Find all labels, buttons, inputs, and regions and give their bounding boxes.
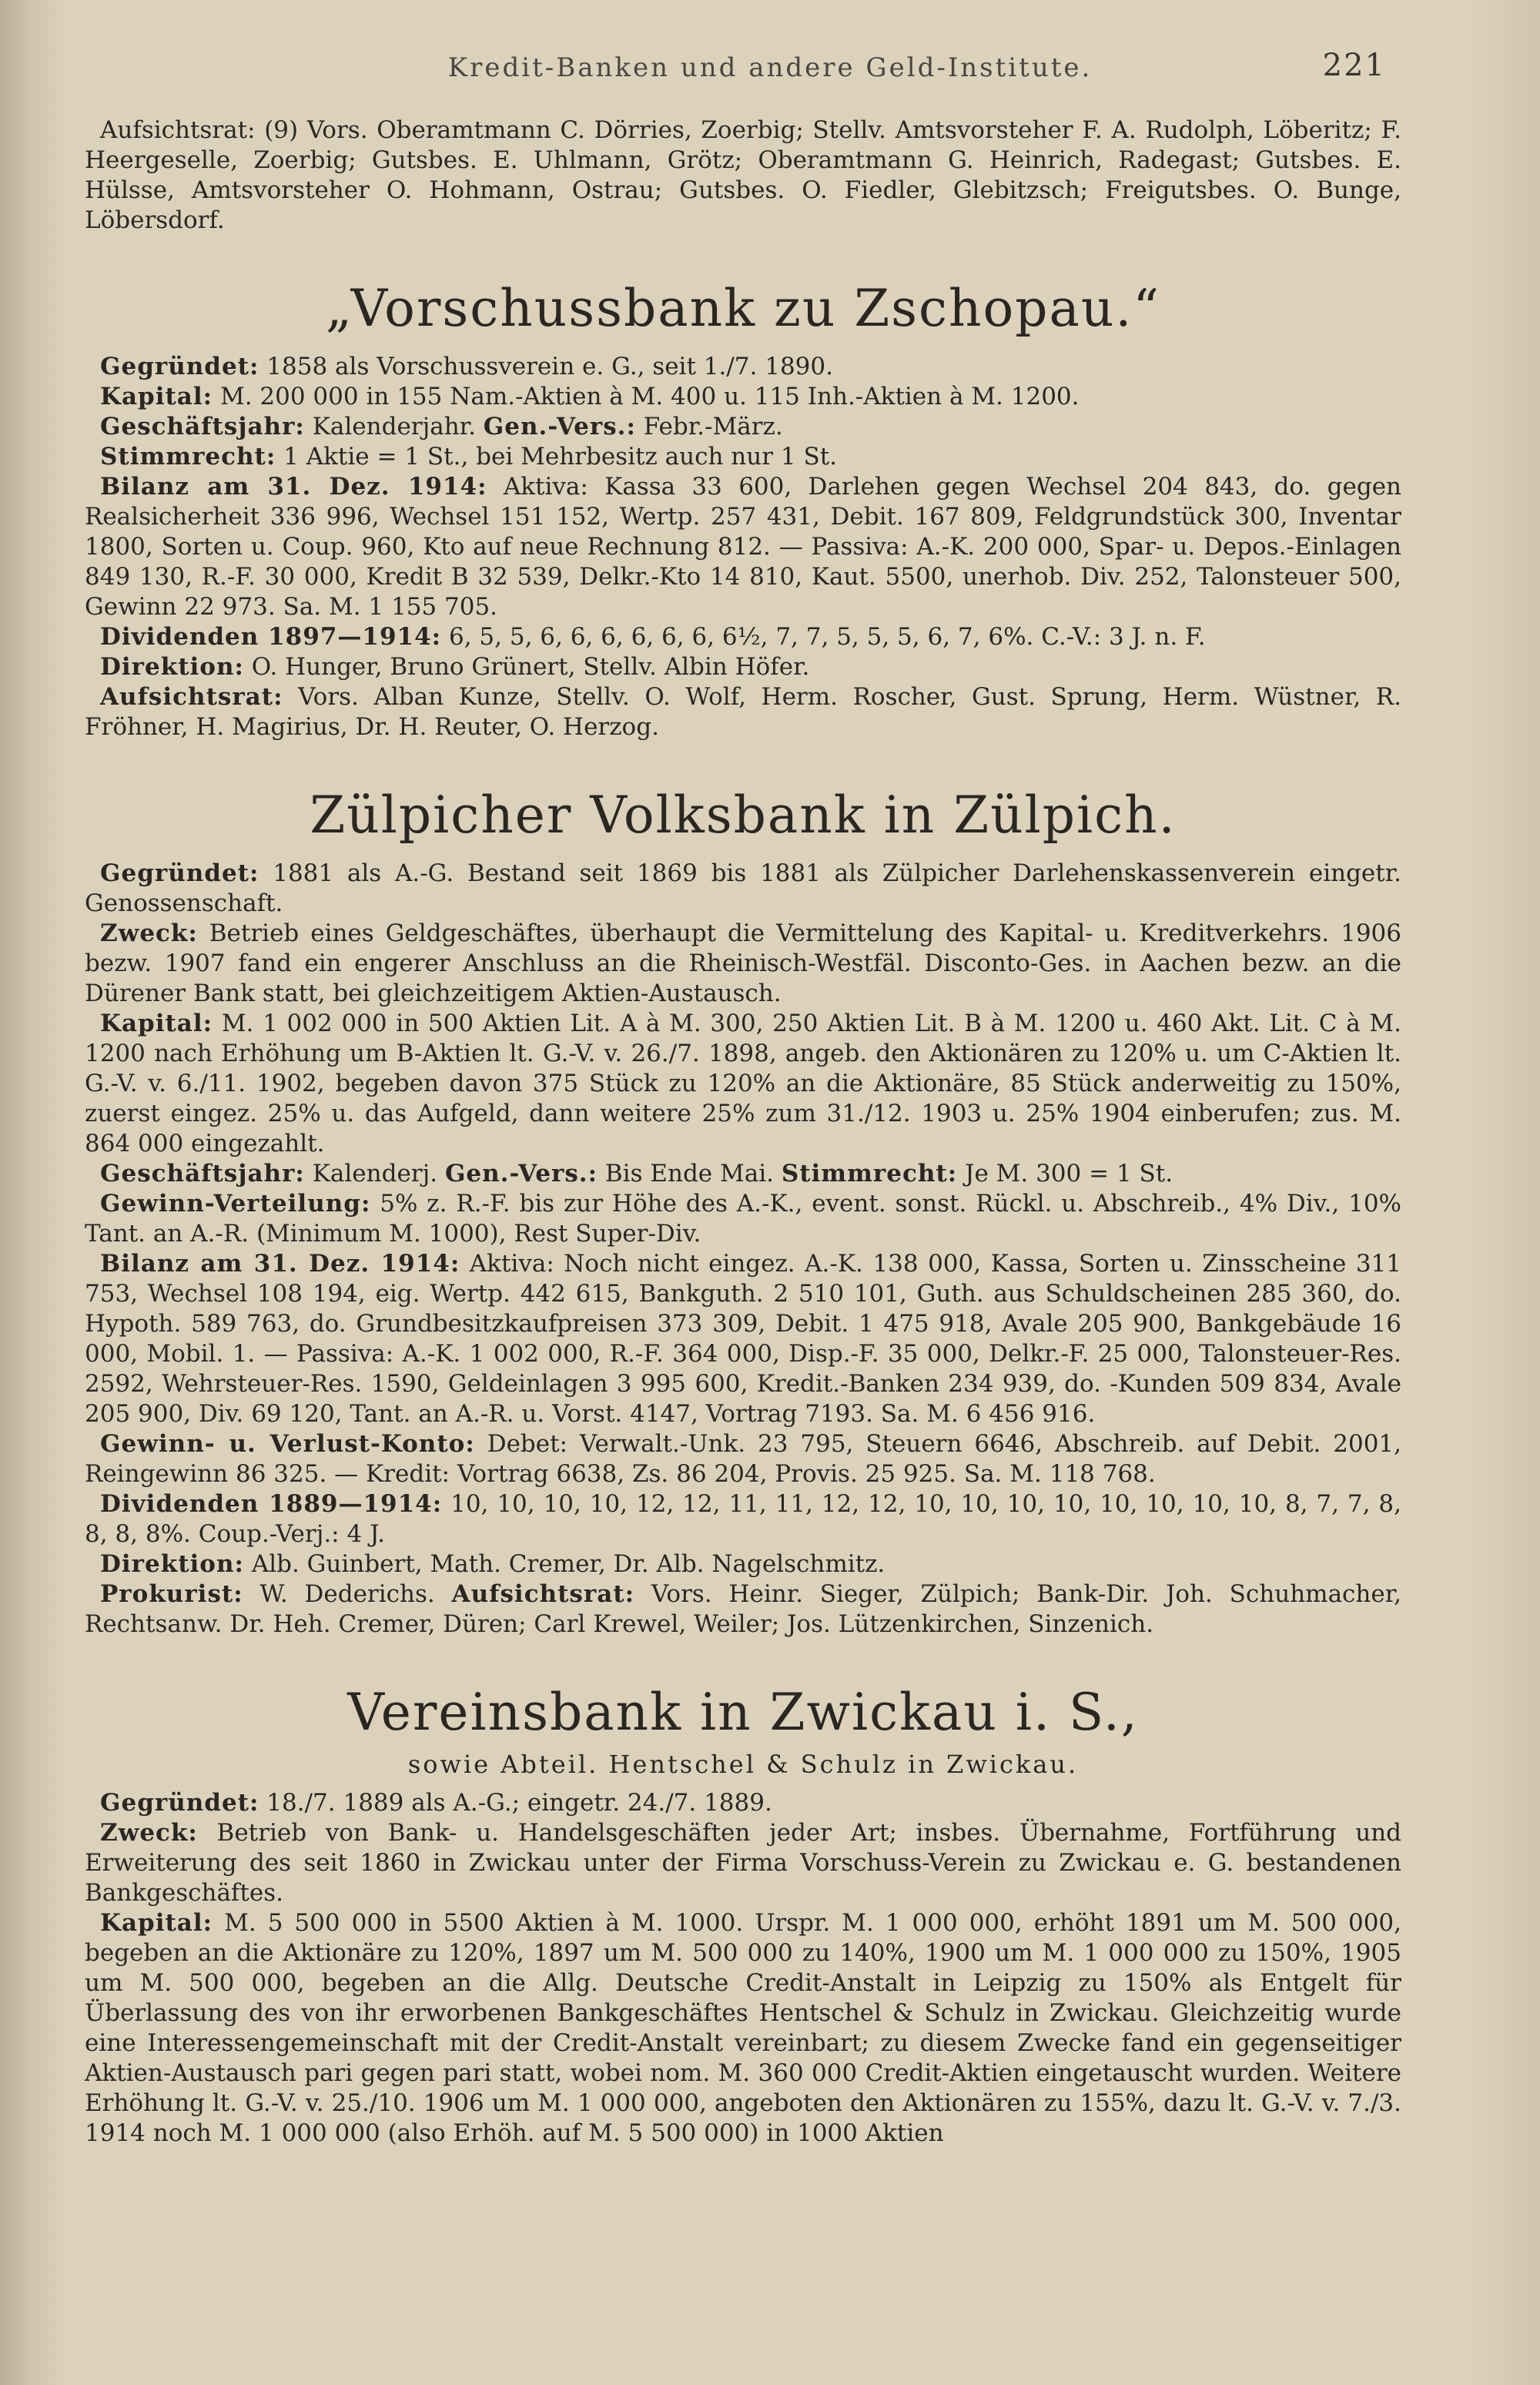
text: Je M. 300 = 1 St. xyxy=(957,1160,1173,1187)
label: Kapital: xyxy=(100,1010,213,1037)
label: Stimmrecht: xyxy=(100,443,276,471)
page-content xyxy=(85,116,1401,2149)
text: Vors. Alban Kunze, Stellv. O. Wolf, Herm. Roscher, Gust. Sprung, Herm. Wüstner, R. Fröhner, H. Magirius, Dr. H. Reuter, O. Herzog. xyxy=(85,683,1401,741)
text: 10, 10, 10, 10, 12, 12, 11, 11, 12, 12, 10, 10, 10, 10, 10, 10, 10, 10, 8, 7, 7, 8, 8, 8, 8%. Coup.-Verj.: 4 J. xyxy=(85,1490,1401,1548)
text: Aktiva: Kassa 33 600, Darlehen gegen Wechsel 204 843, do. gegen Realsicherheit 336 996, Wechsel 151 152, Wertp. 257 431, Debit. 167 809, Feldgrundstück 300, Inventar 1800, Sorten u. Coup. 960, Kto auf neue Rechnung 812. — Passiva: A.-K. 200 000, Spar- u. Depos.-Einlagen 849 130, R.-F. 30 000, Kredit B 32 539, Delkr.-Kto 14 810, Kaut. 5500, unerhob. Div. 252, Talonsteuer 500, Gewinn 22 973. Sa. M. 1 155 705. xyxy=(85,473,1402,621)
zuelpich-dividends xyxy=(85,1489,1401,1549)
text: Vors. Heinr. Sieger, Zülpich; Bank-Dir. Joh. Schuhmacher, Rechtsanw. Dr. Heh. Cremer, Düren; Carl Krewel, Weiler; Jos. Lützenkirchen, Sinzenich. xyxy=(85,1580,1401,1638)
label: Gegründet: xyxy=(100,1789,259,1817)
text: Bis Ende Mai. xyxy=(598,1160,782,1187)
text: Debet: Verwalt.-Unk. 23 795, Steuern 6646, Abschreib. auf Debit. 2001, Reingewinn 86 325. — Kredit: Vortrag 6638, Zs. 86 204, Provis. 25 925. Sa. M. 118 768. xyxy=(85,1430,1401,1488)
zwickau-founded xyxy=(85,1788,1401,1818)
label: Prokurist: xyxy=(100,1580,243,1608)
zschopau-founded xyxy=(85,352,1401,382)
zschopau-balance xyxy=(85,472,1401,622)
page-number: 221 xyxy=(1322,48,1386,83)
label: Zweck: xyxy=(100,919,198,947)
text: 18./7. 1889 als A.-G.; eingetr. 24./7. 1889. xyxy=(259,1789,772,1817)
zwickau-capital xyxy=(85,1908,1401,2149)
label: Dividenden 1897—1914: xyxy=(100,623,442,651)
label: Gen.-Vers.: xyxy=(444,1160,598,1187)
label: Bilanz am 31. Dez. 1914: xyxy=(100,1250,460,1278)
label: Kapital: xyxy=(100,383,213,410)
text: O. Hunger, Bruno Grünert, Stellv. Albin Höfer. xyxy=(243,653,810,681)
text: 1858 als Vorschussverein e. G., seit 1./7. 1890. xyxy=(259,353,833,380)
zschopau-board xyxy=(85,682,1401,742)
label: Dividenden 1889—1914: xyxy=(100,1490,443,1518)
label: Kapital: xyxy=(100,1909,213,1937)
prev-entry-supervisory-board xyxy=(85,116,1401,236)
text: 6, 5, 5, 6, 6, 6, 6, 6, 6, 6½, 7, 7, 5, 5, 5, 6, 7, 6%. C.-V.: 3 J. n. F. xyxy=(441,623,1206,651)
zuelpich-pl-account xyxy=(85,1429,1401,1489)
section-title-zuelpich: Zülpicher Volksbank in Zülpich. xyxy=(310,786,1177,845)
label: Aufsichtsrat: xyxy=(100,683,283,711)
text: Kalenderj. xyxy=(304,1160,445,1187)
zuelpich-board xyxy=(85,1579,1401,1640)
label: Bilanz am 31. Dez. 1914: xyxy=(100,473,487,501)
label: Gen.-Vers.: xyxy=(483,413,636,440)
zschopau-fiscal-year xyxy=(85,412,1401,442)
text: M. 1 002 000 in 500 Aktien Lit. A à M. 300, 250 Aktien Lit. B à M. 1200 u. 460 Akt. Lit. C à M. 1200 nach Erhöhung um B-Aktien lt. G.-V. v. 26./7. 1898, angeb. den Aktionären zu 120% u. um C-Aktien lt. G.-V. v. 6./11. 1902, begeben davon 375 Stück zu 120% an die Aktionäre, 85 Stück anderweitig zu 150%, zuerst eingez. 25% u. das Aufgeld, dann weitere 25% zum 31./12. 1903 u. 25% 1904 einberufen; zus. M. 864 000 eingezahlt. xyxy=(85,1010,1401,1157)
prev-text: Aufsichtsrat: (9) Vors. Oberamtmann C. Dörries, Zoerbig; Stellv. Amtsvorsteher F. A. Rudolph, Löberitz; F. Heergeselle, Zoerbig; Gutsbes. E. Uhlmann, Grötz; Oberamtmann G. Heinrich, Radegast; Gutsbes. E. Hülsse, Amtsvorsteher O. Hohmann, Ostrau; Gutsbes. O. Fiedler, Glebitzsch; Freigutsbes. O. Bunge, Löbersdorf. xyxy=(85,116,1401,234)
text: 1881 als A.-G. Bestand seit 1869 bis 1881 als Zülpicher Darlehenskassenverein eingetr. Genossenschaft. xyxy=(85,859,1401,917)
zuelpich-fiscal-year xyxy=(85,1159,1401,1189)
text: Betrieb von Bank- u. Handelsgeschäften jeder Art; insbes. Übernahme, Fortführung und Erweiterung des seit 1860 in Zwickau unter der Firma Vorschuss-Verein zu Zwickau e. G. bestandenen Bankgeschäftes. xyxy=(85,1819,1401,1907)
zuelpich-capital xyxy=(85,1009,1401,1159)
label: Geschäftsjahr: xyxy=(100,1160,305,1187)
zuelpich-purpose xyxy=(85,919,1401,1009)
label: Gewinn-Verteilung: xyxy=(100,1190,371,1218)
text: M. 200 000 in 155 Nam.-Aktien à M. 400 u. 115 Inh.-Aktien à M. 1200. xyxy=(213,383,1080,410)
text: 5% z. R.-F. bis zur Höhe des A.-K., event. sonst. Rückl. u. Abschreib., 4% Div., 10% Tant. an A.-R. (Minimum M. 1000), Rest Super-Div. xyxy=(85,1190,1401,1248)
zschopau-dividends xyxy=(85,622,1401,652)
text: Febr.-März. xyxy=(635,413,783,440)
label: Zweck: xyxy=(100,1819,198,1847)
text: 1 Aktie = 1 St., bei Mehrbesitz auch nur 1 St. xyxy=(276,443,838,471)
text: Kalenderjahr. xyxy=(304,413,484,440)
section-title-zschopau: „Vorschussbank zu Zschopau.“ xyxy=(325,279,1161,338)
zuelpich-directors xyxy=(85,1549,1401,1579)
section-subtitle-zwickau: sowie Abteil. Hentschel & Schulz in Zwickau. xyxy=(407,1750,1079,1779)
zuelpich-balance xyxy=(85,1249,1401,1429)
zschopau-capital xyxy=(85,382,1401,412)
label: Geschäftsjahr: xyxy=(100,413,305,440)
label: Gewinn- u. Verlust-Konto: xyxy=(100,1430,475,1458)
running-head: Kredit-Banken und andere Geld-Institute. xyxy=(447,52,1093,83)
zuelpich-founded xyxy=(85,859,1401,919)
label: Stimmrecht: xyxy=(781,1160,958,1187)
text: Betrieb eines Geldgeschäftes, überhaupt die Vermittelung des Kapital- u. Kreditverkehrs. 1906 bezw. 1907 fand ein engerer Anschluss an die Rheinisch-Westfäl. Disconto-Ges. in Aachen bezw. an die Dürener Bank statt, bei gleichzeitigem Aktien-Austausch. xyxy=(85,919,1401,1007)
section-title-zwickau: Vereinsbank in Zwickau i. S., xyxy=(347,1683,1139,1742)
label: Gegründet: xyxy=(100,859,259,887)
zwickau-purpose xyxy=(85,1818,1401,1908)
zuelpich-profit-distribution xyxy=(85,1189,1401,1249)
label: Direktion: xyxy=(100,653,244,681)
zschopau-directors xyxy=(85,652,1401,682)
text: M. 5 500 000 in 5500 Aktien à M. 1000. Urspr. M. 1 000 000, erhöht 1891 um M. 500 000, begeben an die Aktionäre zu 120%, 1897 um M. 500 000 zu 140%, 1900 um M. 1 000 000 zu 150%, 1905 um M. 500 000, begeben an die Allg. Deutsche Credit-Anstalt in Leipzig zu 150% als Entgelt für Überlassung des von ihr erworbenen Bankgeschäftes Hentschel & Schulz in Zwickau. Gleichzeitig wurde eine Interessengemeinschaft mit der Credit-Anstalt vereinbart; zu diesem Zwecke fand ein gegenseitiger Aktien-Austausch pari gegen pari statt, wobei nom. M. 360 000 Credit-Aktien eingetauscht wurden. Weitere Erhöhung lt. G.-V. v. 25./10. 1906 um M. 1 000 000, angeboten den Aktionären zu 155%, dazu lt. G.-V. v. 7./3. 1914 noch M. 1 000 000 (also Erhöh. auf M. 5 500 000) in 1000 Aktien xyxy=(85,1909,1401,2147)
text: W. Dederichs. xyxy=(243,1580,452,1608)
zschopau-voting xyxy=(85,442,1401,472)
label: Direktion: xyxy=(100,1550,244,1578)
label: Aufsichtsrat: xyxy=(451,1580,635,1608)
label: Gegründet: xyxy=(100,353,259,380)
text: Aktiva: Noch nicht eingez. A.-K. 138 000, Kassa, Sorten u. Zinsscheine 311 753, Wechsel 108 194, eig. Wertp. 442 615, Bankguth. 2 510 101, Guth. aus Schuldscheinen 285 360, do. Hypoth. 589 763, do. Grundbesitzkaufpreisen 373 309, Debit. 1 475 918, Avale 205 900, Bankgebäude 16 000, Mobil. 1. — Passiva: A.-K. 1 002 000, R.-F. 364 000, Disp.-F. 35 000, Delkr.-F. 25 000, Talonsteuer-Res. 2592, Wehrsteuer-Res. 1590, Geldeinlagen 3 995 600, Kredit.-Banken 234 939, do. -Kunden 509 834, Avale 205 900, Div. 69 120, Tant. an A.-R. u. Vorst. 4147, Vortrag 7193. Sa. M. 6 456 916. xyxy=(85,1250,1401,1428)
page-header xyxy=(0,48,1540,94)
text: Alb. Guinbert, Math. Cremer, Dr. Alb. Nagelschmitz. xyxy=(243,1550,886,1578)
